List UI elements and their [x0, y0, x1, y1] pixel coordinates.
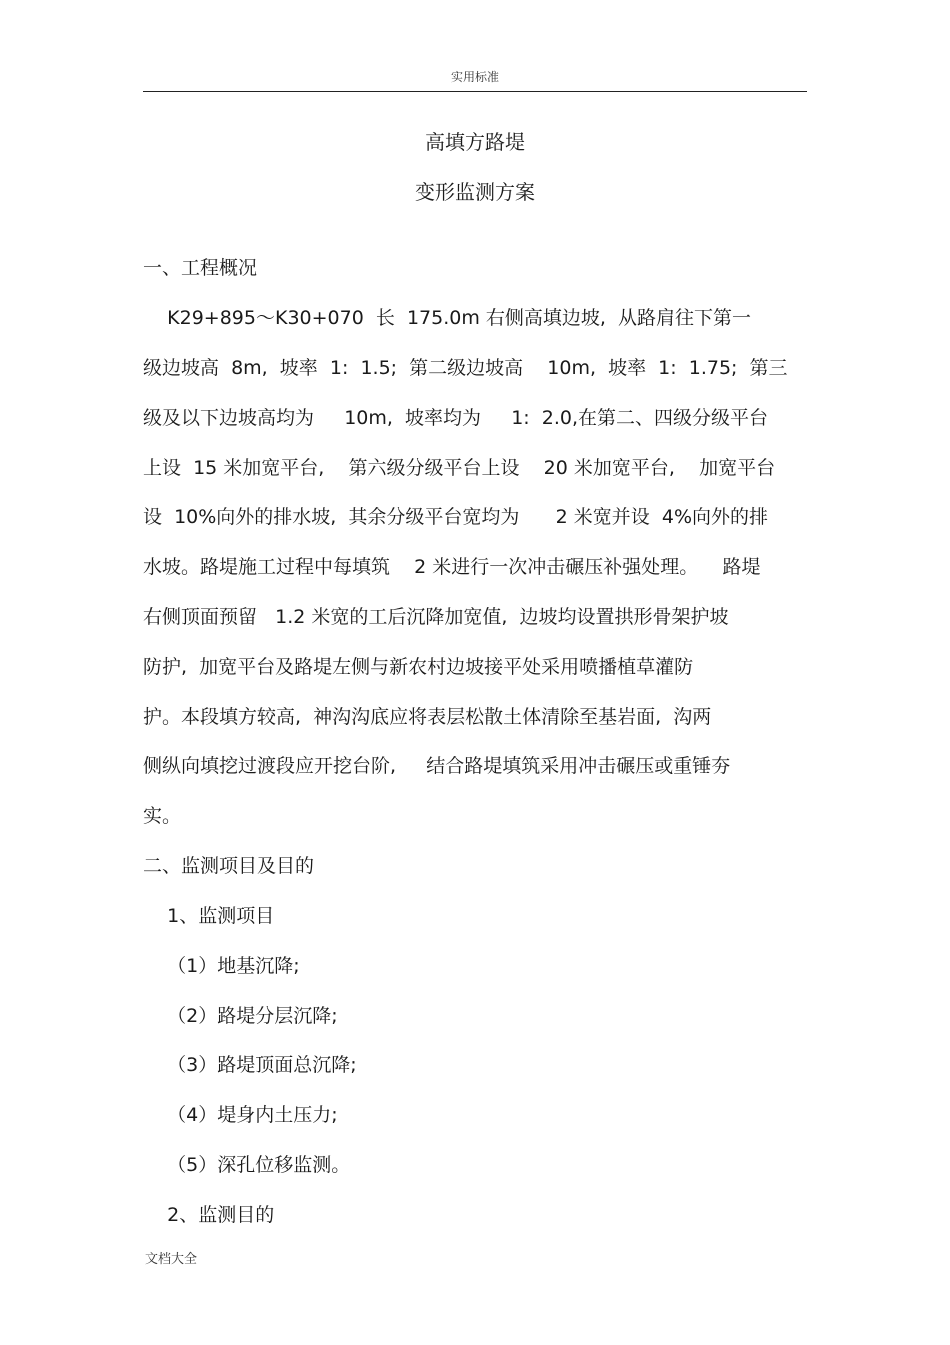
- list-item: （5）深孔位移监测。: [143, 1154, 351, 1176]
- paragraph-line: 级及以下边坡高均为 10m, 坡率均为 1: 2.0,在第二、四级分级平台: [143, 407, 769, 429]
- paragraph-line: 右侧顶面预留 1.2 米宽的工后沉降加宽值, 边坡均设置拱形骨架护坡: [143, 606, 729, 628]
- page-footer: 文档大全: [145, 1252, 198, 1267]
- paragraph-line: 水坡。路堤施工过程中每填筑 2 米进行一次冲击碾压补强处理。 路堤: [143, 556, 761, 578]
- section-heading-overview: 一、工程概况: [143, 257, 258, 279]
- paragraph-line: 级边坡高 8m, 坡率 1: 1.5; 第二级边坡高 10m, 坡率 1: 1.75; 第三: [143, 357, 788, 379]
- header-divider: [143, 91, 807, 92]
- paragraph-line: 上设 15 米加宽平台, 第六级分级平台上设 20 米加宽平台, 加宽平台: [143, 457, 776, 479]
- paragraph-line: K29+895～K30+070 长 175.0m 右侧高填边坡, 从路肩往下第一: [143, 307, 752, 329]
- paragraph-line: 侧纵向填挖过渡段应开挖台阶, 结合路堤填筑采用冲击碾压或重锤夯: [143, 755, 731, 777]
- document-title: 高填方路堤: [425, 130, 525, 154]
- paragraph-line: 实。: [143, 805, 182, 827]
- subsection-heading: 2、监测目的: [143, 1204, 275, 1226]
- subsection-heading: 1、监测项目: [143, 905, 275, 927]
- paragraph-line: 防护, 加宽平台及路堤左侧与新农村边坡接平处采用喷播植草灌防: [143, 656, 694, 678]
- paragraph-line: 设 10%向外的排水坡, 其余分级平台宽均为 2 米宽并设 4%向外的排: [143, 506, 769, 528]
- list-item: （3）路堤顶面总沉降;: [143, 1054, 357, 1076]
- section-heading-monitoring: 二、监测项目及目的: [143, 855, 315, 877]
- paragraph-line: 护。本段填方较高, 神沟沟底应将表层松散土体清除至基岩面, 沟两: [143, 706, 712, 728]
- page-header: 实用标准: [450, 70, 499, 84]
- list-item: （1）地基沉降;: [143, 955, 300, 977]
- list-item: （4）堤身内土压力;: [143, 1104, 338, 1126]
- document-subtitle: 变形监测方案: [415, 180, 535, 204]
- list-item: （2）路堤分层沉降;: [143, 1005, 338, 1027]
